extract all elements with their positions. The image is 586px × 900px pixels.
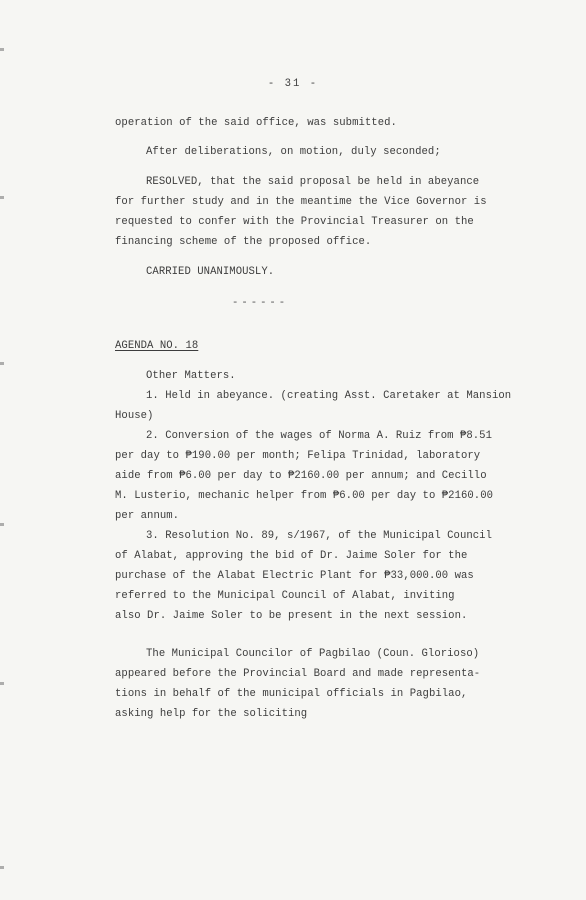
item-line: M. Lusterio, mechanic helper from ₱6.00 per day to ₱2160.00 (115, 490, 494, 502)
item-line: of Alabat, approving the bid of Dr. Jaime Soler for the (115, 550, 468, 562)
paragraph-line: appeared before the Provincial Board and made representa- (115, 668, 481, 680)
paragraph-line: asking help for the soliciting (115, 708, 308, 720)
scan-mark (0, 362, 4, 365)
resolution-line: requested to confer with the Provincial Treasurer on the (115, 216, 474, 228)
page-number: - 31 - (267, 78, 319, 90)
item-line: referred to the Municipal Council of Alabat, inviting (115, 590, 455, 602)
resolution-line: RESOLVED, that the said proposal be held in abeyance (146, 176, 480, 188)
item-line: per annum. (115, 510, 180, 522)
item-line: per day to ₱190.00 per month; Felipa Trinidad, laboratory (115, 450, 481, 462)
paragraph-line: operation of the said office, was submitted. (115, 117, 397, 129)
scan-mark (0, 196, 4, 199)
scan-mark (0, 48, 4, 51)
item-line: 2. Conversion of the wages of Norma A. Ruiz from ₱8.51 (146, 430, 492, 442)
carried-statement: CARRIED UNANIMOUSLY. (146, 266, 275, 278)
scan-mark (0, 866, 4, 869)
item-line: 3. Resolution No. 89, s/1967, of the Municipal Council (146, 530, 492, 542)
resolution-line: financing scheme of the proposed office. (115, 236, 372, 248)
subheading: Other Matters. (146, 370, 236, 382)
item-line: aide from ₱6.00 per day to ₱2160.00 per annum; and Cecillo (115, 470, 487, 482)
paragraph-line: tions in behalf of the municipal officials in Pagbilao, (115, 688, 468, 700)
item-line: also Dr. Jaime Soler to be present in the next session. (115, 610, 468, 622)
item-line: purchase of the Alabat Electric Plant for ₱33,000.00 was (115, 570, 474, 582)
item-line: 1. Held in abeyance. (creating Asst. Caretaker at Mansion (146, 390, 512, 402)
item-line: House) (115, 410, 154, 422)
agenda-heading: AGENDA NO. 18 (115, 340, 199, 352)
resolution-line: for further study and in the meantime the Vice Governor is (115, 196, 487, 208)
section-divider: ------ (232, 297, 289, 309)
paragraph-line: After deliberations, on motion, duly seconded; (146, 146, 441, 158)
scan-mark (0, 682, 4, 685)
paragraph-line: The Municipal Councilor of Pagbilao (Coun. Glorioso) (146, 648, 480, 660)
scan-mark (0, 523, 4, 526)
